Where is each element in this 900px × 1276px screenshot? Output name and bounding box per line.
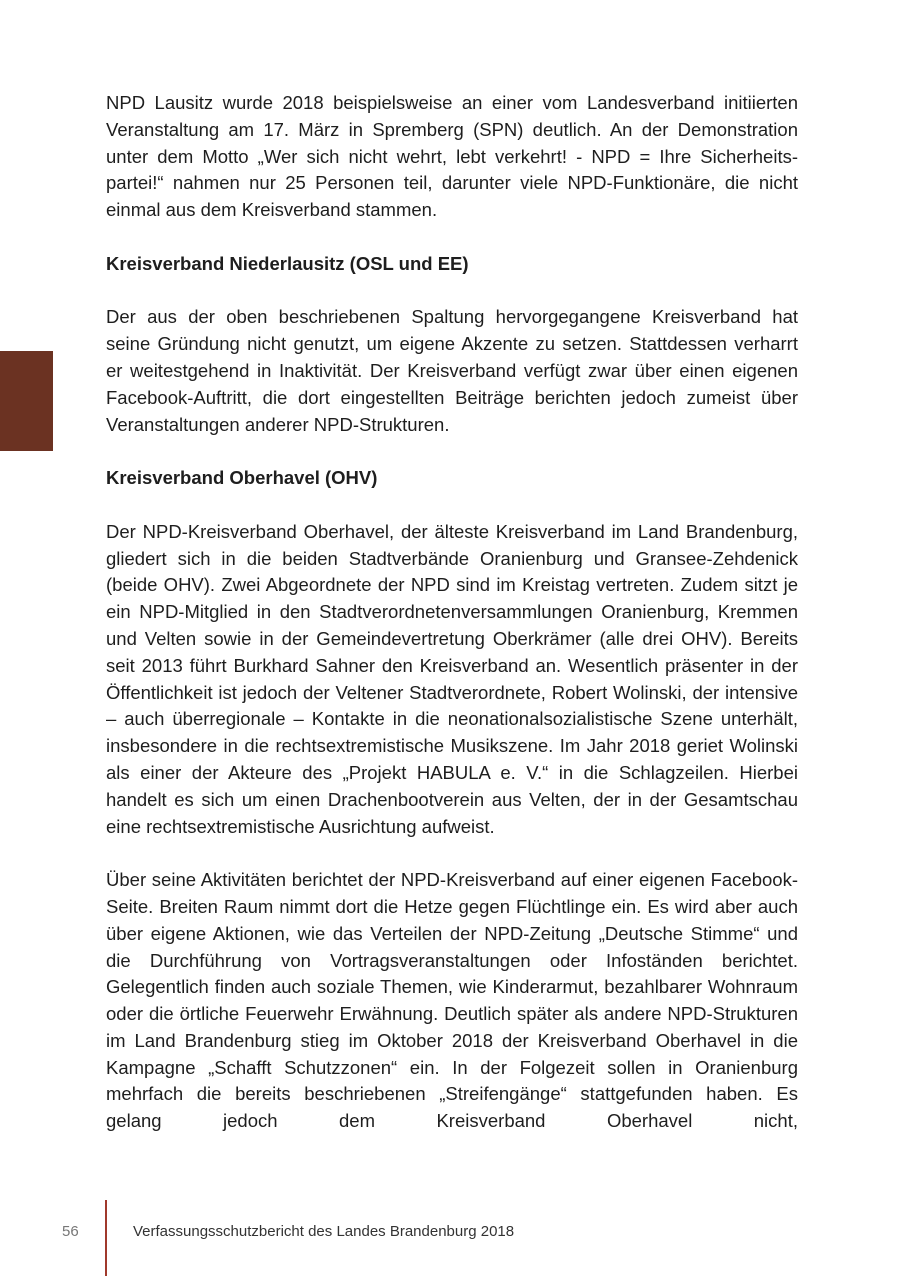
footer-title: Verfassungsschutzbericht des Landes Brandenburg 2018 <box>133 1223 515 1240</box>
heading-kreisverband-niederlausitz: Kreisverband Niederlausitz (OSL und EE) <box>106 252 469 274</box>
paragraph-niederlausitz: Der aus der oben beschriebenen Spaltung hervorgegangene Kreisverband hat seine Gründung nicht genutzt, um eigene Akzente zu setzen. Stattdessen verharrt er weitestgehend in Inaktivität. Der Kreisverband verfügt zwar über einen eigenen Facebook-Auftritt, die dort eingestellten Beiträge berichten jedoch zumeist über Veranstaltungen anderer NPD-Strukturen. <box>106 306 798 435</box>
heading-kreisverband-oberhavel: Kreisverband Oberhavel (OHV) <box>106 467 378 489</box>
chapter-marker-tab <box>0 351 53 451</box>
page-body <box>106 90 798 1135</box>
paragraph-npd-lausitz: NPD Lausitz wurde 2018 beispielsweise an einer vom Landesverband initiierten Veranstaltung am 17. März in Spremberg (SPN) deutlich. An der Demonstration unter dem Motto „Wer sich nicht wehrt, lebt verkehrt! - NPD = Ihre Sicherheitspartei!“ nahmen nur 25 Personen teil, darunter viele NPD-Funktionäre, die nicht einmal aus dem Kreisverband stammen. <box>106 92 798 221</box>
page-number: 56 <box>62 1223 79 1240</box>
footer-divider <box>105 1200 107 1276</box>
paragraph-oberhavel-structure: Der NPD-Kreisverband Oberhavel, der älteste Kreisverband im Land Brandenburg, gliedert sich in die beiden Stadtverbände Oranienburg und Gransee-Zehdenick (beide OHV). Zwei Abgeordnete der NPD sind im Kreistag vertreten. Zudem sitzt je ein NPD-Mitglied in den Stadtverordnetenversammlungen Oranienburg, Kremmen und Velten sowie in der Gemeindevertretung Oberkrämer (alle drei OHV). Bereits seit 2013 führt Burkhard Sahner den Kreisverband an. Wesentlich präsenter in der Öffentlichkeit ist jedoch der Veltener Stadtverordnete, Robert Wolinski, der intensive – auch überregionale – Kontakte in die neonationalsozialistische Szene unterhält, insbesondere in die rechtsextremistische Musikszene. Im Jahr 2018 geriet Wolinski als einer der Akteure des „Projekt HABULA e. V.“ in die Schlagzeilen. Hierbei handelt es sich um einen Drachenbootverein aus Velten, der in der Gesamtschau eine rechtsextremistische Ausrichtung aufweist. <box>106 520 798 837</box>
paragraph-oberhavel-activities: Über seine Aktivitäten berichtet der NPD-Kreisverband auf einer eigenen Facebook-Seite. Breiten Raum nimmt dort die Hetze gegen Flüchtlinge ein. Es wird aber auch über eigene Aktionen, wie das Verteilen der NPD-Zeitung „Deutsche Stimme“ und die Durchführung von Vortragsveranstaltungen oder Infoständen berichtet. Gelegentlich finden auch soziale Themen, wie Kinderarmut, bezahlbarer Wohnraum oder die örtliche Feuerwehr Erwähnung. Deutlich später als andere NPD-Strukturen im Land Brandenburg stieg im Oktober 2018 der Kreisverband Oberhavel in die Kampagne „Schafft Schutzzonen“ ein. In der Folgezeit sollen in Oranienburg mehrfach die bereits beschriebenen „Streifengänge“ stattgefunden haben. Es gelang jedoch dem Kreisverband Oberhavel nicht, <box>106 869 798 1132</box>
